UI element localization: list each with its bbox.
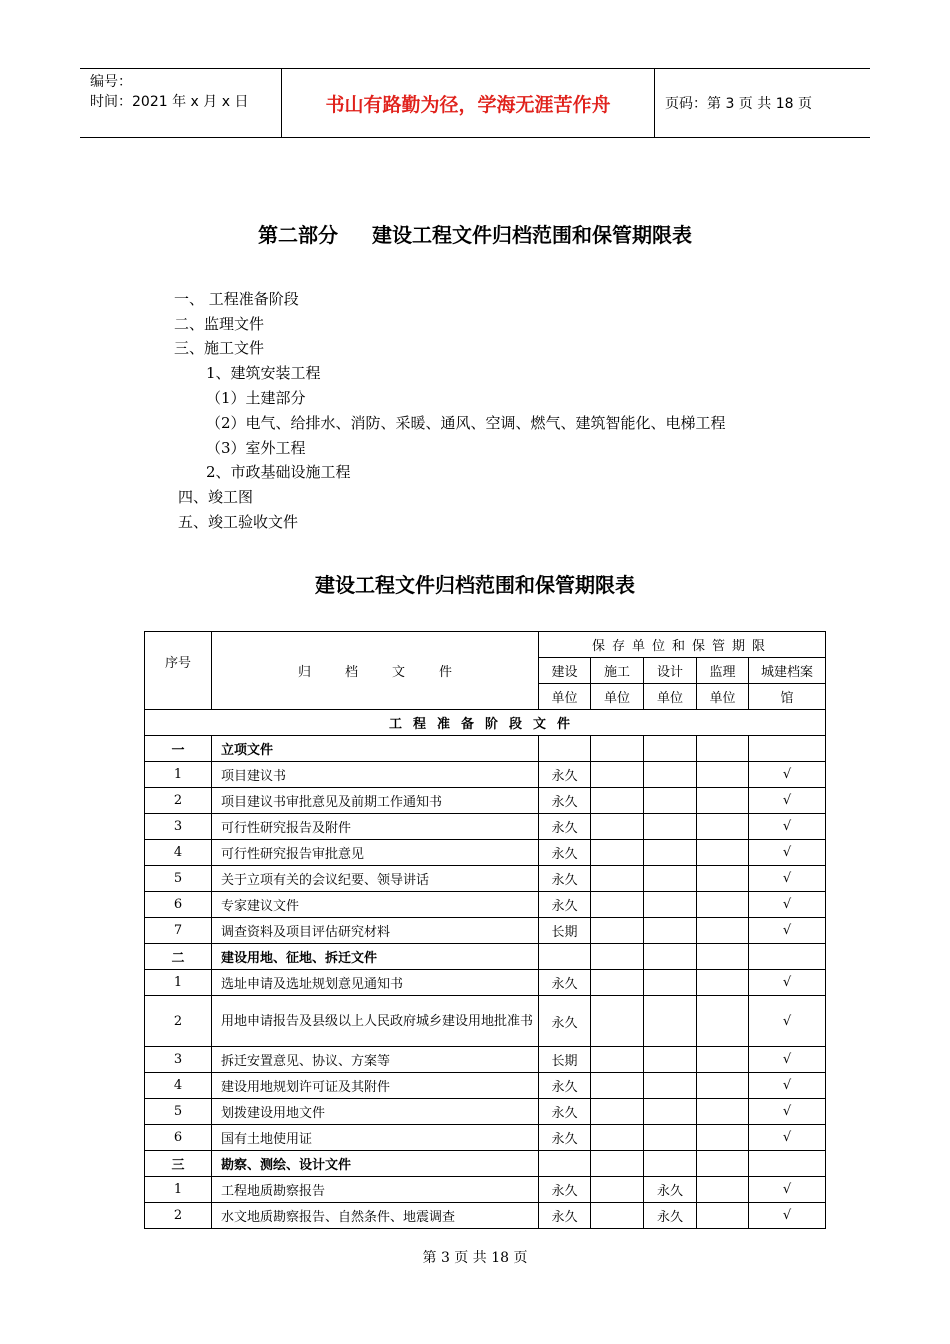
row-design-unit: [644, 892, 697, 918]
row-design-unit: [644, 788, 697, 814]
row-archive: [749, 1151, 826, 1177]
row-design-unit: [644, 1047, 697, 1073]
table-row: [145, 996, 826, 1047]
row-seq: 6: [145, 1125, 212, 1151]
row-build-unit: 永久: [539, 788, 591, 814]
row-file: 工程地质勘察报告: [212, 1177, 539, 1203]
row-construction-unit: [591, 892, 644, 918]
table-row: [145, 1177, 826, 1203]
row-archive: √: [749, 1073, 826, 1099]
outline-item: 1、建筑安装工程: [206, 364, 321, 382]
page-header: [80, 68, 870, 138]
row-file: 拆迁安置意见、协议、方案等: [212, 1047, 539, 1073]
row-seq: 一: [145, 736, 212, 762]
row-design-unit: [644, 1125, 697, 1151]
row-file: 项目建议书审批意见及前期工作通知书: [212, 788, 539, 814]
part-name: 建设工程文件归档范围和保管期限表: [372, 223, 692, 247]
table-row: [145, 788, 826, 814]
row-supervision-unit: [697, 736, 749, 762]
row-build-unit: 永久: [539, 1203, 591, 1229]
row-construction-unit: [591, 1073, 644, 1099]
table-row: [145, 970, 826, 996]
row-construction-unit: [591, 918, 644, 944]
row-build-unit: 长期: [539, 918, 591, 944]
row-design-unit: [644, 996, 697, 1047]
row-build-unit: [539, 944, 591, 970]
row-design-unit: [644, 814, 697, 840]
row-design-unit: [644, 1099, 697, 1125]
row-file: 可行性研究报告及附件: [212, 814, 539, 840]
outline-item: 五、竣工验收文件: [178, 513, 299, 531]
row-seq: 5: [145, 1099, 212, 1125]
row-seq: 3: [145, 814, 212, 840]
row-archive: √: [749, 1203, 826, 1229]
row-seq: 2: [145, 788, 212, 814]
row-file: 关于立项有关的会议纪要、领导讲话: [212, 866, 539, 892]
row-design-unit: [644, 866, 697, 892]
table-row: [145, 892, 826, 918]
header-design-unit-2: 单位: [644, 684, 697, 710]
row-supervision-unit: [697, 1151, 749, 1177]
row-build-unit: 永久: [539, 814, 591, 840]
header-build-unit: 建设: [539, 658, 591, 684]
row-build-unit: [539, 736, 591, 762]
row-file: 专家建议文件: [212, 892, 539, 918]
row-build-unit: 永久: [539, 1177, 591, 1203]
row-archive: √: [749, 1099, 826, 1125]
row-supervision-unit: [697, 814, 749, 840]
row-build-unit: 长期: [539, 1047, 591, 1073]
table-row: [145, 918, 826, 944]
header-build-unit-2: 单位: [539, 684, 591, 710]
row-construction-unit: [591, 866, 644, 892]
row-file: 调查资料及项目评估研究材料: [212, 918, 539, 944]
part-title: [0, 219, 950, 248]
row-seq: 6: [145, 892, 212, 918]
row-build-unit: 永久: [539, 1125, 591, 1151]
row-construction-unit: [591, 762, 644, 788]
row-supervision-unit: [697, 762, 749, 788]
header-time: 时间：2021 年 x 月 x 日: [90, 94, 249, 110]
header-page-number: 页码：第 3 页 共 18 页: [665, 96, 812, 112]
row-archive: √: [749, 892, 826, 918]
row-build-unit: 永久: [539, 1099, 591, 1125]
row-file: 项目建议书: [212, 762, 539, 788]
row-supervision-unit: [697, 1047, 749, 1073]
outline-item: （1）土建部分: [206, 389, 306, 407]
table-row: [145, 1099, 826, 1125]
row-archive: √: [749, 996, 826, 1047]
row-seq: 1: [145, 970, 212, 996]
outline-item: 三、施工文件: [174, 339, 265, 357]
table-row: [145, 1203, 826, 1229]
row-design-unit: [644, 840, 697, 866]
table-title: 建设工程文件归档范围和保管期限表: [315, 573, 635, 597]
header-archive: 城建档案: [749, 658, 826, 684]
table-row: [145, 814, 826, 840]
row-build-unit: 永久: [539, 970, 591, 996]
row-archive: √: [749, 762, 826, 788]
row-design-unit: [644, 736, 697, 762]
row-archive: √: [749, 970, 826, 996]
row-file: 划拨建设用地文件: [212, 1099, 539, 1125]
row-design-unit: [644, 1151, 697, 1177]
header-design-unit: 设计: [644, 658, 697, 684]
row-construction-unit: [591, 736, 644, 762]
row-construction-unit: [591, 996, 644, 1047]
outline-item: 一、 工程准备阶段: [174, 290, 299, 308]
row-build-unit: [539, 1151, 591, 1177]
row-build-unit: 永久: [539, 840, 591, 866]
table-row: [145, 866, 826, 892]
row-seq: 3: [145, 1047, 212, 1073]
row-seq: 1: [145, 762, 212, 788]
row-file: 国有土地使用证: [212, 1125, 539, 1151]
section-row: [145, 944, 826, 970]
row-file: 选址申请及选址规划意见通知书: [212, 970, 539, 996]
row-archive: [749, 736, 826, 762]
section-row: [145, 736, 826, 762]
row-design-unit: 永久: [644, 1177, 697, 1203]
row-seq: 4: [145, 840, 212, 866]
row-archive: √: [749, 1125, 826, 1151]
row-construction-unit: [591, 1151, 644, 1177]
row-supervision-unit: [697, 1099, 749, 1125]
row-archive: √: [749, 866, 826, 892]
header-file: 归 档 文 件: [212, 632, 539, 710]
row-file: 用地申请报告及县级以上人民政府城乡建设用地批准书: [212, 996, 539, 1047]
row-archive: √: [749, 918, 826, 944]
page-footer: 第 3 页 共 18 页: [422, 1250, 528, 1266]
row-supervision-unit: [697, 1203, 749, 1229]
row-file: 立项文件: [212, 736, 539, 762]
row-construction-unit: [591, 970, 644, 996]
row-supervision-unit: [697, 840, 749, 866]
table-row: [145, 1125, 826, 1151]
row-archive: √: [749, 814, 826, 840]
header-supervision-unit-2: 单位: [697, 684, 749, 710]
row-supervision-unit: [697, 1177, 749, 1203]
row-supervision-unit: [697, 1073, 749, 1099]
table-row: [145, 762, 826, 788]
row-design-unit: [644, 944, 697, 970]
row-seq: 三: [145, 1151, 212, 1177]
row-build-unit: 永久: [539, 996, 591, 1047]
outline-item: （3）室外工程: [206, 439, 306, 457]
row-build-unit: 永久: [539, 892, 591, 918]
row-design-unit: [644, 1073, 697, 1099]
row-file: 可行性研究报告审批意见: [212, 840, 539, 866]
outline-item: （2）电气、给排水、消防、采暖、通风、空调、燃气、建筑智能化、电梯工程: [206, 414, 726, 432]
row-supervision-unit: [697, 866, 749, 892]
row-archive: √: [749, 1177, 826, 1203]
row-seq: 5: [145, 866, 212, 892]
archive-table: [144, 631, 826, 1229]
header-motto: 书山有路勤为径，学海无涯苦作舟: [281, 69, 655, 137]
row-seq: 2: [145, 996, 212, 1047]
row-build-unit: 永久: [539, 1073, 591, 1099]
row-design-unit: [644, 918, 697, 944]
row-design-unit: [644, 762, 697, 788]
part-label: 第二部分: [258, 223, 338, 247]
row-file: 勘察、测绘、设计文件: [212, 1151, 539, 1177]
row-file: 建设用地规划许可证及其附件: [212, 1073, 539, 1099]
row-archive: [749, 944, 826, 970]
row-supervision-unit: [697, 892, 749, 918]
row-construction-unit: [591, 788, 644, 814]
row-supervision-unit: [697, 996, 749, 1047]
row-construction-unit: [591, 944, 644, 970]
row-construction-unit: [591, 840, 644, 866]
table-row: [145, 1073, 826, 1099]
row-build-unit: 永久: [539, 762, 591, 788]
row-build-unit: 永久: [539, 866, 591, 892]
outline-item: 二、监理文件: [174, 315, 265, 333]
row-file: 水文地质勘察报告、自然条件、地震调查: [212, 1203, 539, 1229]
header-archive-2: 馆: [749, 684, 826, 710]
row-seq: 二: [145, 944, 212, 970]
section-row: [145, 1151, 826, 1177]
row-construction-unit: [591, 1125, 644, 1151]
table-row: [145, 840, 826, 866]
row-supervision-unit: [697, 1125, 749, 1151]
row-archive: √: [749, 840, 826, 866]
row-seq: 2: [145, 1203, 212, 1229]
row-file: 建设用地、征地、拆迁文件: [212, 944, 539, 970]
row-archive: √: [749, 1047, 826, 1073]
outline-item: 四、竣工图: [178, 488, 254, 506]
row-supervision-unit: [697, 918, 749, 944]
row-construction-unit: [591, 1047, 644, 1073]
outline-item: 2、市政基础设施工程: [206, 463, 351, 481]
table-row: [145, 1047, 826, 1073]
row-supervision-unit: [697, 970, 749, 996]
header-construction-unit: 施工: [591, 658, 644, 684]
row-seq: 4: [145, 1073, 212, 1099]
row-design-unit: 永久: [644, 1203, 697, 1229]
row-design-unit: [644, 970, 697, 996]
header-meta: [90, 72, 248, 112]
row-archive: √: [749, 788, 826, 814]
row-construction-unit: [591, 1177, 644, 1203]
row-construction-unit: [591, 814, 644, 840]
header-seq: 序号: [145, 632, 212, 710]
header-supervision-unit: 监理: [697, 658, 749, 684]
header-construction-unit-2: 单位: [591, 684, 644, 710]
header-retention-group: 保存单位和保管期限: [539, 632, 826, 658]
row-seq: 1: [145, 1177, 212, 1203]
phase-row: 工程准备阶段文件: [145, 710, 826, 736]
row-construction-unit: [591, 1099, 644, 1125]
row-seq: 7: [145, 918, 212, 944]
row-supervision-unit: [697, 944, 749, 970]
header-code: 编号：: [90, 74, 132, 90]
row-construction-unit: [591, 1203, 644, 1229]
row-supervision-unit: [697, 788, 749, 814]
